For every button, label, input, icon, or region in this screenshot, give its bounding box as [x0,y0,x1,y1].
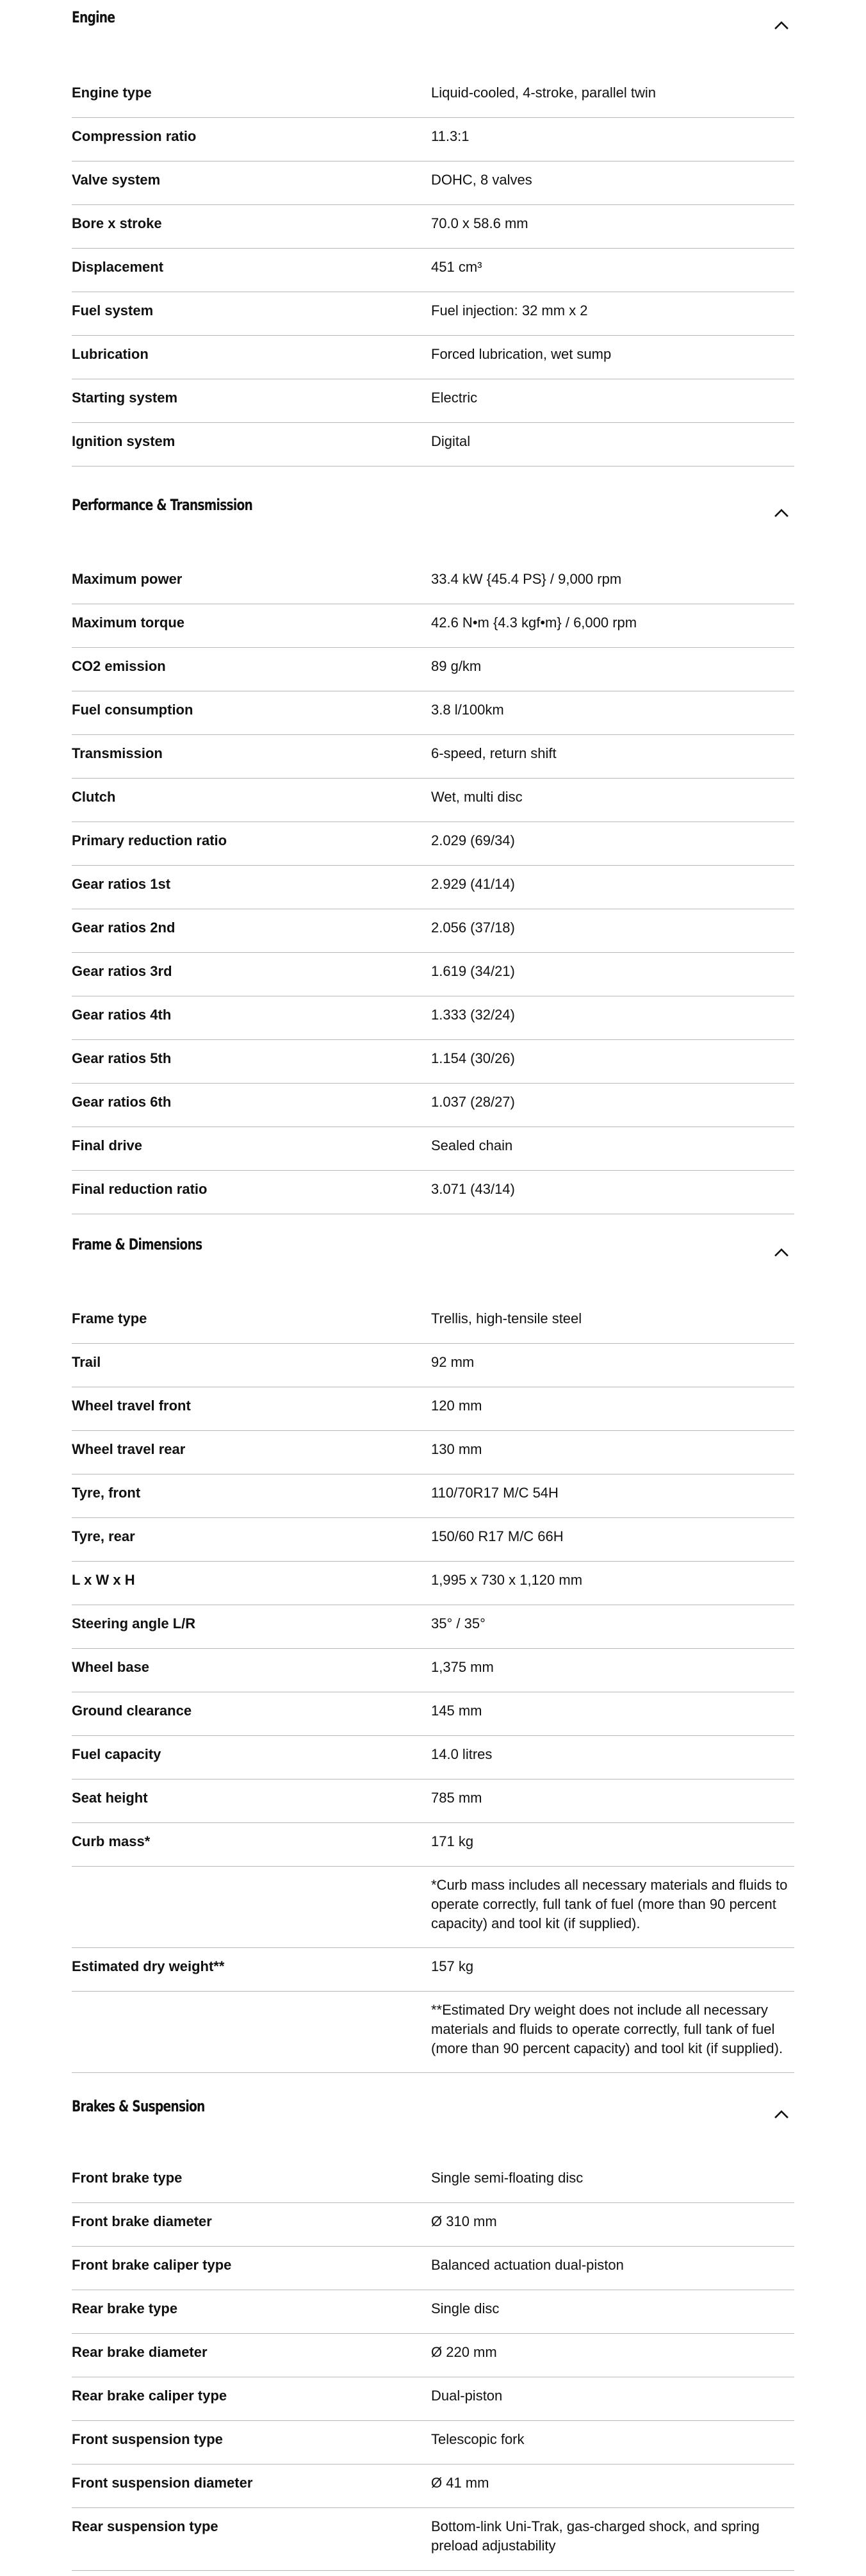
spec-label: Ignition system [72,433,176,449]
spec-value: 451 cm³ [431,259,482,275]
spec-value: 3.071 (43/14) [431,1181,515,1197]
spec-value: 171 kg [431,1833,474,1849]
spec-value: 33.4 kW {45.4 PS} / 9,000 rpm [431,571,622,587]
spec-label: Curb mass* [72,1833,151,1849]
spec-label: Maximum torque [72,615,185,631]
spec-value: 14.0 litres [431,1746,493,1762]
spec-value: 1.037 (28/27) [431,1094,515,1110]
chevron-up-icon[interactable] [772,504,790,522]
spec-row [72,1084,794,1127]
spec-value: 89 g/km [431,658,482,674]
chevron-up-icon[interactable] [772,1244,790,1262]
spec-value: Digital [431,433,471,449]
section-performance-transmission [72,495,794,1200]
spec-value: 150/60 R17 M/C 66H [431,1528,564,1544]
spec-row [72,2159,794,2203]
spec-row [72,1127,794,1171]
spec-row [72,249,794,292]
spec-label: Lubrication [72,346,149,362]
spec-label: Frame type [72,1310,147,1326]
spec-value: Dual-piston [431,2388,503,2404]
spec-label: Steering angle L/R [72,1615,196,1631]
spec-row [72,691,794,735]
spec-label: Front suspension diameter [72,2475,253,2491]
spec-row [72,205,794,249]
spec-label: Front brake caliper type [72,2257,232,2273]
section-title: Brakes & Suspension [72,2097,205,2115]
spec-footnote: **Estimated Dry weight does not include all necessary materials and fluids to operate correctly, full tank of fuel (more than 90 percent capacity) and tool kit (if supplied). [431,2002,783,2056]
spec-row [72,648,794,691]
spec-value: Single semi-floating disc [431,2170,584,2186]
spec-value: 1.154 (30/26) [431,1050,515,1066]
spec-row [72,996,794,1040]
spec-value: 11.3:1 [431,128,470,144]
spec-label: Front suspension type [72,2431,223,2447]
spec-row [72,1431,794,1474]
spec-row [72,2203,794,2247]
spec-value: 130 mm [431,1441,482,1457]
chevron-up-icon[interactable] [772,2106,790,2124]
spec-value: 35° / 35° [431,1615,486,1631]
spec-row [72,2247,794,2290]
spec-value: 157 kg [431,1958,474,1974]
spec-label: Ground clearance [72,1703,192,1719]
spec-row [72,1387,794,1431]
spec-value: 3.8 l/100km [431,702,504,718]
spec-label: Bore x stroke [72,215,162,231]
spec-label: Gear ratios 5th [72,1050,172,1066]
spec-row [72,2508,794,2571]
spec-value: 1,995 x 730 x 1,120 mm [431,1572,583,1588]
spec-value: Fuel injection: 32 mm x 2 [431,302,588,318]
spec-label: Seat height [72,1790,148,1806]
spec-label: Valve system [72,172,161,188]
spec-row [72,1649,794,1692]
spec-label: Rear brake diameter [72,2344,208,2360]
spec-value: Balanced actuation dual-piston [431,2257,624,2273]
spec-label: Fuel consumption [72,702,193,718]
spec-label: CO2 emission [72,658,166,674]
spec-row [72,1948,794,1992]
spec-row [72,1823,794,1867]
spec-label: Rear brake type [72,2300,178,2316]
spec-value: Ø 220 mm [431,2344,497,2360]
spec-label: Wheel travel front [72,1398,191,1414]
spec-row [72,379,794,423]
section-brakes-header[interactable] [72,2097,794,2135]
spec-value: DOHC, 8 valves [431,172,532,188]
spec-row [72,2377,794,2421]
spec-label: Fuel capacity [72,1746,161,1762]
spec-label: Starting system [72,390,178,406]
spec-row [72,1474,794,1518]
spec-row [72,2421,794,2465]
spec-value: 1.333 (32/24) [431,1007,515,1023]
spec-row-footnote [72,1992,794,2073]
spec-label: Tyre, front [72,1485,141,1501]
spec-row [72,1040,794,1084]
spec-row [72,161,794,205]
spec-value: Sealed chain [431,1137,513,1153]
spec-label: Maximum power [72,571,183,587]
section-engine-header[interactable] [72,8,794,46]
section-frame-dimensions [72,1235,794,2087]
spec-row [72,604,794,648]
spec-value: 1.619 (34/21) [431,963,515,979]
spec-label: Tyre, rear [72,1528,135,1544]
spec-label: Clutch [72,789,116,805]
spec-label: Rear brake caliper type [72,2388,227,2404]
spec-label: Gear ratios 2nd [72,920,176,936]
spec-value: 1,375 mm [431,1659,494,1675]
spec-value: 2.929 (41/14) [431,876,515,892]
spec-value: 110/70R17 M/C 54H [431,1485,559,1501]
spec-label: Front brake type [72,2170,183,2186]
spec-label: Gear ratios 1st [72,876,171,892]
spec-value: 70.0 x 58.6 mm [431,215,528,231]
spec-row [72,1171,794,1214]
spec-row [72,1605,794,1649]
spec-row [72,909,794,953]
section-title: Performance & Transmission [72,496,253,514]
spec-row-footnote [72,1867,794,1948]
spec-label: Displacement [72,259,164,275]
spec-value: 42.6 N•m {4.3 kgf•m} / 6,000 rpm [431,615,637,631]
spec-row [72,74,794,118]
spec-row [72,1562,794,1605]
spec-value: 6-speed, return shift [431,745,557,761]
spec-value: Ø 41 mm [431,2475,489,2491]
spec-label: Primary reduction ratio [72,832,227,848]
section-frame-header[interactable] [72,1235,794,1273]
spec-value: Forced lubrication, wet sump [431,346,612,362]
spec-value: 92 mm [431,1354,475,1370]
section-title: Engine [72,8,115,26]
spec-row [72,2334,794,2377]
spec-label: Wheel travel rear [72,1441,186,1457]
spec-label: Engine type [72,85,152,101]
spec-label: Compression ratio [72,128,197,144]
spec-row [72,866,794,909]
spec-label: L x W x H [72,1572,135,1588]
spec-label: Final reduction ratio [72,1181,208,1197]
spec-row [72,336,794,379]
spec-row [72,822,794,866]
spec-row [72,561,794,604]
spec-value: 2.029 (69/34) [431,832,515,848]
spec-label: Wheel base [72,1659,150,1675]
spec-row [72,423,794,466]
spec-value: 120 mm [431,1398,482,1414]
spec-value: 785 mm [431,1790,482,1806]
spec-row [72,1779,794,1823]
spec-row [72,1300,794,1344]
spec-label: Final drive [72,1137,143,1153]
spec-label: Fuel system [72,302,154,318]
spec-value: Electric [431,390,478,406]
section-title: Frame & Dimensions [72,1235,202,1253]
spec-value: Telescopic fork [431,2431,525,2447]
section-engine [72,8,794,456]
spec-row [72,1736,794,1779]
section-brakes-suspension [72,2097,794,2571]
spec-label: Transmission [72,745,163,761]
spec-label: Gear ratios 6th [72,1094,172,1110]
spec-row [72,1344,794,1387]
spec-value: 2.056 (37/18) [431,920,515,936]
spec-row [72,1518,794,1562]
spec-value: Bottom-link Uni-Trak, gas-charged shock, and spring preload adjustability [431,2518,760,2554]
spec-value: 145 mm [431,1703,482,1719]
spec-label: Estimated dry weight** [72,1958,225,1974]
spec-row [72,953,794,996]
spec-row [72,2290,794,2334]
section-performance-header[interactable] [72,495,794,534]
spec-label: Front brake diameter [72,2213,212,2229]
spec-row [72,779,794,822]
spec-value: Ø 310 mm [431,2213,497,2229]
spec-label: Gear ratios 3rd [72,963,172,979]
spec-label: Gear ratios 4th [72,1007,172,1023]
spec-row [72,2465,794,2508]
spec-value: Single disc [431,2300,500,2316]
chevron-up-icon[interactable] [772,17,790,35]
spec-label: Trail [72,1354,101,1370]
spec-label: Rear suspension type [72,2518,218,2534]
spec-row [72,292,794,336]
spec-row [72,735,794,779]
spec-row [72,118,794,161]
spec-value: Trellis, high-tensile steel [431,1310,582,1326]
spec-value: Wet, multi disc [431,789,523,805]
spec-row [72,1692,794,1736]
spec-value: Liquid-cooled, 4-stroke, parallel twin [431,85,656,101]
spec-footnote: *Curb mass includes all necessary materials and fluids to operate correctly, full tank of fuel (more than 90 percent capacity) and tool kit (if supplied). [431,1877,788,1931]
